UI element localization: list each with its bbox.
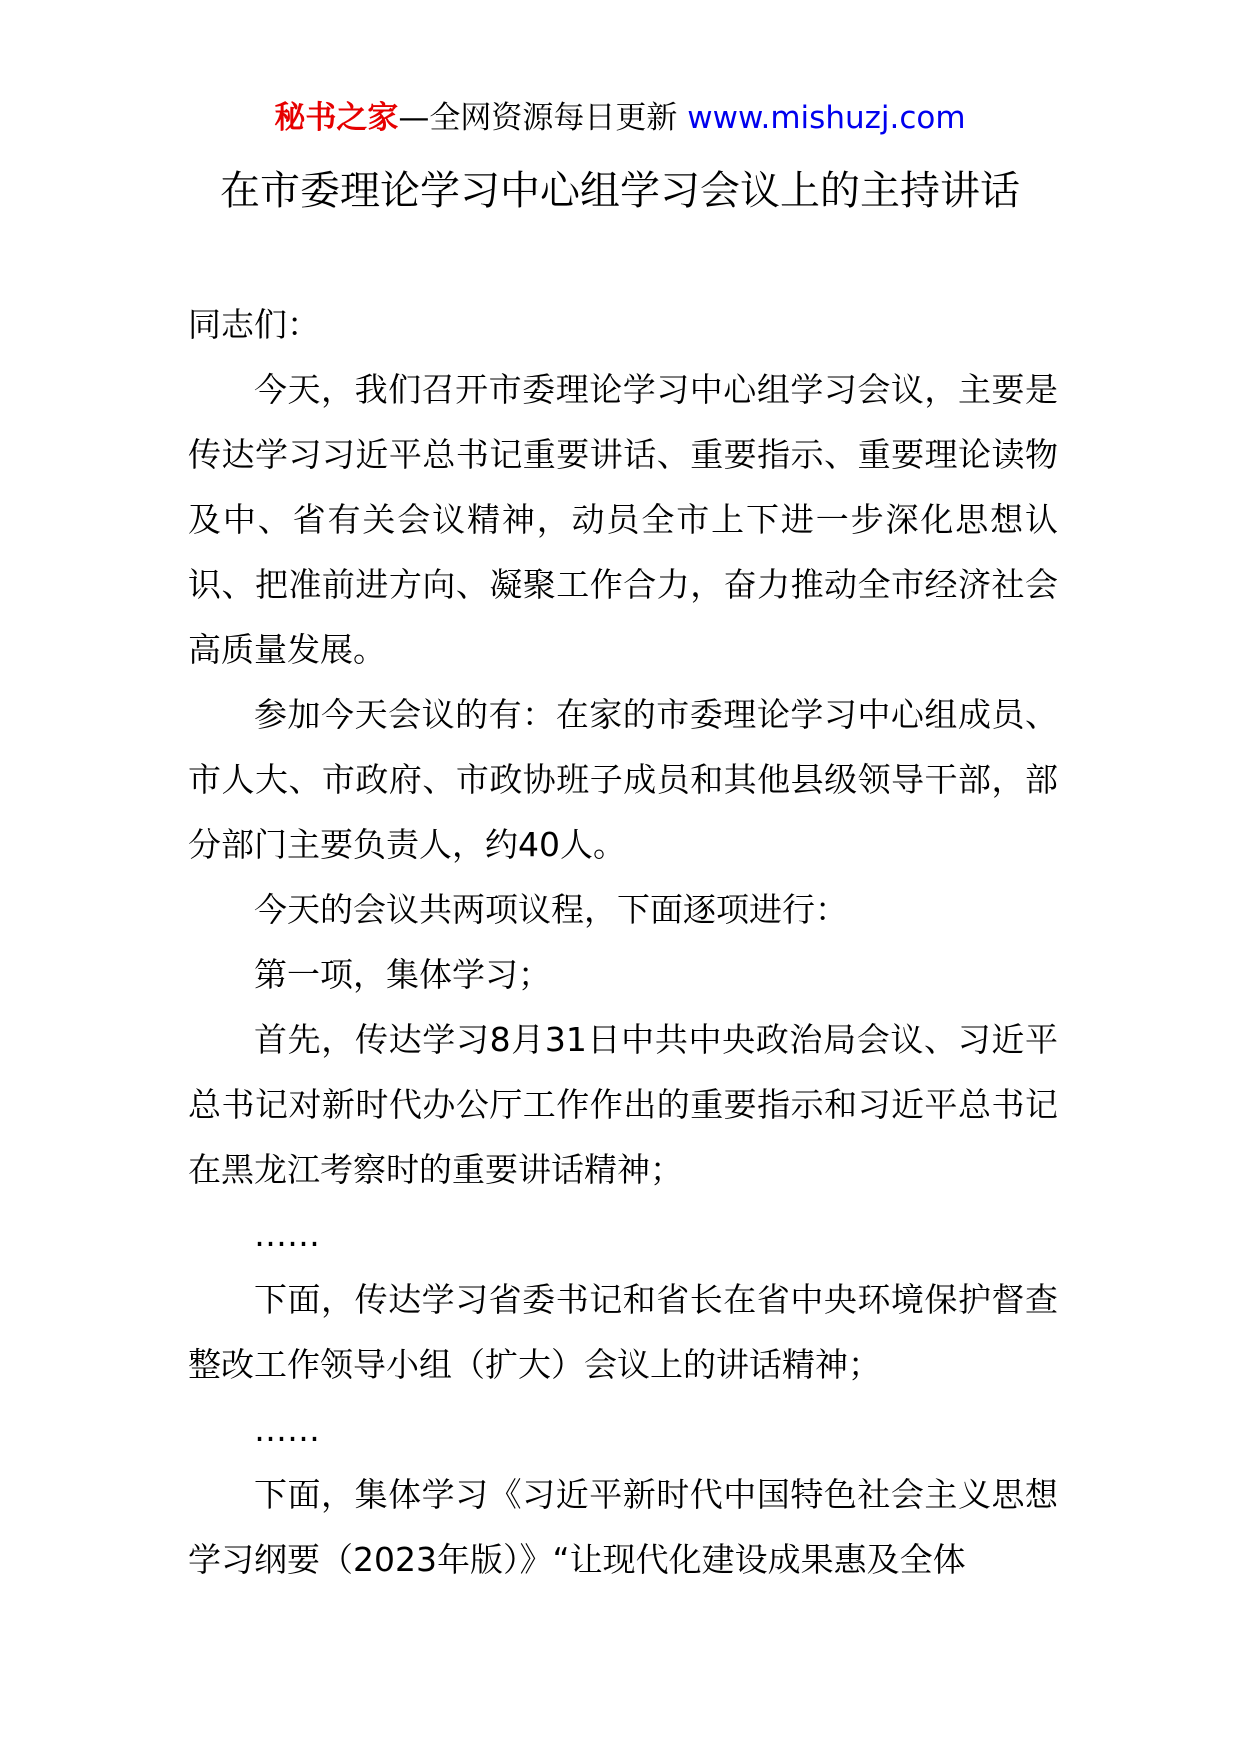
header-tagline: —全网资源每日更新 [398, 100, 678, 136]
salutation: 同志们： [188, 305, 320, 344]
site-header [0, 98, 1240, 138]
paragraph: 下面，集体学习《习近平新时代中国特色社会主义思想学习纲要（2023年版）》“让现代化建设成果惠及全体 [188, 1475, 1058, 1579]
paragraph: 参加今天会议的有：在家的市委理论学习中心组成员、市人大、市政府、市政协班子成员和其他县级领导干部，部分部门主要负责人，约40人。 [188, 695, 1058, 864]
document-title: 在市委理论学习中心组学习会议上的主持讲话 [220, 168, 1020, 214]
ellipsis: …… [254, 1215, 320, 1254]
document-body [188, 292, 1058, 1592]
brand-name: 秘书之家 [274, 100, 399, 136]
paragraph: 首先，传达学习8月31日中共中央政治局会议、习近平总书记对新时代办公厅工作作出的重要指示和习近平总书记在黑龙江考察时的重要讲话精神； [188, 1020, 1058, 1189]
paragraph: 下面，传达学习省委书记和省长在省中央环境保护督查整改工作领导小组（扩大）会议上的讲话精神； [188, 1280, 1058, 1384]
paragraph: 今天，我们召开市委理论学习中心组学习会议，主要是传达学习习近平总书记重要讲话、重要指示、重要理论读物及中、省有关会议精神，动员全市上下进一步深化思想认识、把准前进方向、凝聚工作合力，奋力推动全市经济社会高质量发展。 [188, 370, 1058, 669]
ellipsis: …… [254, 1410, 320, 1449]
site-url-link[interactable]: www.mishuzj.com [687, 100, 966, 136]
paragraph: 第一项，集体学习； [254, 955, 551, 994]
paragraph: 今天的会议共两项议程，下面逐项进行： [254, 890, 848, 929]
